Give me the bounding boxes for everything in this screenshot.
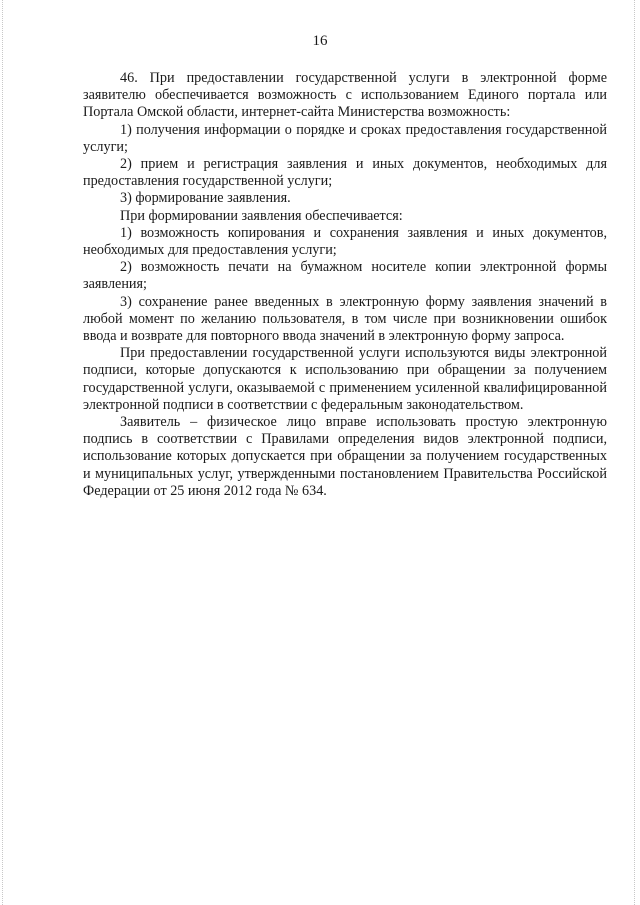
forming-heading: При формировании заявления обеспечивается: <box>120 207 403 224</box>
paragraph-46: 46. При предоставлении государственной услуги в электронной форме заявителю обеспечивается возможность с использованием Единого портала или Портала Омской области, интернет-сайта Министерства возможность: <box>83 70 607 121</box>
document-body <box>83 70 607 500</box>
list-item-forming: 3) формирование заявления. <box>120 190 291 207</box>
scan-edge-left <box>2 0 4 905</box>
list-item-saving: 3) сохранение ранее введенных в электронную форму заявления значений в любой момент по желанию пользователя, в том числе при возникновении ошибок ввода и возврате для повторного ввода значений в электронную форму запроса. <box>83 293 607 345</box>
list-item-printing: 2) возможность печати на бумажном носителе копии электронной формы заявления; <box>83 259 607 293</box>
list-item-registration: 2) прием и регистрация заявления и иных документов, необходимых для предоставления государственной услуги; <box>83 156 607 190</box>
list-item-copying: 1) возможность копирования и сохранения заявления и иных документов, необходимых для предоставления услуги; <box>83 224 607 259</box>
paragraph-signature-types: При предоставлении государственной услуги используются виды электронной подписи, которые допускаются к использованию при обращении за получением государственной услуги, оказываемой с применением усиленной квалифицированной электронной подписи в соответствии с федеральным законодательством. <box>83 345 607 413</box>
list-item-info: 1) получения информации о порядке и сроках предоставления государственной услуги; <box>83 121 607 155</box>
page-number: 16 <box>312 33 328 49</box>
scan-edge-right <box>634 0 636 905</box>
paragraph-simple-signature: Заявитель – физическое лицо вправе использовать простую электронную подпись в соответствии с Правилами определения видов электронной подписи, использование которых допускается при обращении за получением государственных и муниципальных услуг, утвержденными постановлением Правительства Российской Федерации от 25 июня 2012 года № 634. <box>83 414 607 499</box>
